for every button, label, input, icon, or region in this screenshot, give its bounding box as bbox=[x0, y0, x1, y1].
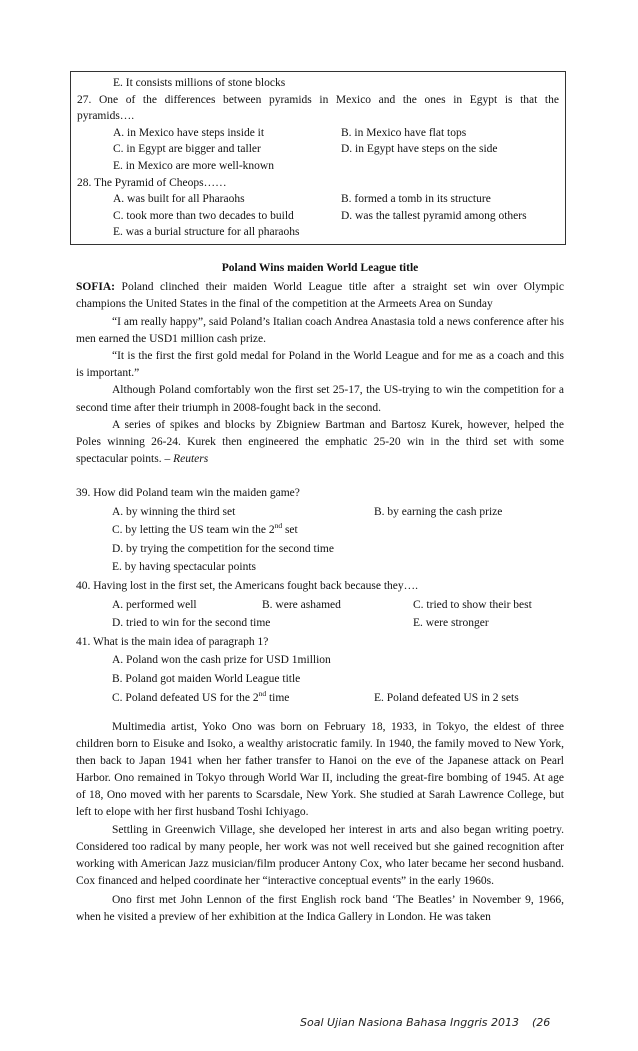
q41-option-e: E. Poland defeated US in 2 sets bbox=[374, 691, 519, 704]
article-paragraph-4: Although Poland comfortably won the first set 25-17, the US-trying to win the competition for a second time after their triumph in 2008-fought back in the second. bbox=[76, 384, 564, 414]
q39-options-ab bbox=[76, 503, 564, 522]
questions-39-41 bbox=[76, 484, 564, 707]
q28-options-cd bbox=[77, 208, 559, 225]
q40-options-abc bbox=[76, 596, 564, 615]
essay-paragraph-3: Ono first met John Lennon of the first English rock band ‘The Beatles’ in November 9, 1966, when he visited a preview of her exhibition at the Indica Gallery in London. He was taken bbox=[76, 894, 564, 923]
page-footer bbox=[300, 1016, 570, 1029]
q40-stem: 40. Having lost in the first set, the Americans fought back because they…. bbox=[76, 579, 419, 592]
question-box bbox=[70, 71, 566, 245]
q27-option-c: C. in Egypt are bigger and taller bbox=[113, 143, 261, 156]
q28-option-c: C. took more than two decades to build bbox=[113, 209, 294, 222]
yoko-ono-text bbox=[76, 719, 564, 928]
article-paragraph-2: “I am really happy”, said Poland’s Italian coach Andrea Anastasia told a news conference after his men earned the USD1 million cash prize. bbox=[76, 315, 564, 345]
q41-options-ce bbox=[76, 689, 564, 708]
q41-option-c bbox=[112, 689, 289, 708]
q41-option-c-tail: time bbox=[266, 691, 290, 704]
q28-options-ab bbox=[77, 191, 559, 208]
q39-option-b: B. by earning the cash prize bbox=[374, 505, 503, 518]
article-paragraph-3: “It is the first the first gold medal for Poland in the World League and for me as a coach and this is important.” bbox=[76, 350, 564, 380]
q41-option-c-text: C. Poland defeated US for the 2 bbox=[112, 691, 259, 704]
q40-option-a: A. performed well bbox=[112, 598, 197, 611]
q41-option-b: B. Poland got maiden World League title bbox=[112, 672, 301, 685]
q27-options-cd bbox=[77, 141, 559, 158]
q40-option-b: B. were ashamed bbox=[262, 598, 341, 611]
q39-option-c-text: C. by letting the US team win the 2 bbox=[112, 524, 275, 537]
q28-option-e: E. was a burial structure for all pharaohs bbox=[113, 226, 300, 239]
q39-option-c-sup: nd bbox=[274, 521, 283, 531]
q26-option-e: E. It consists millions of stone blocks bbox=[113, 77, 286, 89]
article-paragraph-5-text: A series of spikes and blocks by Zbigniew Bartman and Bartosz Kurek, however, helped the Poles winning 26-24. Kurek then engineered the emphatic 25-20 win in the third set with some spectacular points. – bbox=[76, 418, 564, 466]
q39-option-c bbox=[76, 521, 564, 540]
article-paragraph-1 bbox=[76, 279, 564, 313]
article-source: Reuters bbox=[173, 453, 209, 466]
article-paragraph-1-text: Poland clinched their maiden World League title after a straight set win over Olympic champions the United States in the final of the competition at the Armeets Area on Sunday bbox=[76, 281, 564, 311]
q39-option-a: A. by winning the third set bbox=[112, 505, 236, 518]
q27-options-ab bbox=[77, 125, 559, 142]
q28-option-b: B. formed a tomb in its structure bbox=[341, 193, 491, 206]
q28-option-a: A. was built for all Pharaohs bbox=[113, 193, 245, 206]
essay-paragraph-1: Multimedia artist, Yoko Ono was born on February 18, 1933, in Tokyo, the eldest of three children born to Eisuke and Isoko, a wealthy aristocratic family. In 1940, the family moved to New York, then back to Japan 1941 when her father transfer to Hanoi on the eve of the Japanese attack on Pearl Harbor. Ono remained in Tokyo through World War II, including the great-fire bombing of 1945. At age of 18, Ono moved with her parents to Scarsdale, New York. She studied at Sarah Lawrence College, but left to elope with her first husband Toshi Ichiyago. bbox=[76, 721, 564, 818]
q27-option-d: D. in Egypt have steps on the side bbox=[341, 143, 498, 156]
q28-option-d: D. was the tallest pyramid among others bbox=[341, 209, 527, 222]
q40-options-de bbox=[76, 614, 564, 633]
q41-option-a: A. Poland won the cash prize for USD 1million bbox=[112, 654, 331, 667]
q28-stem: 28. The Pyramid of Cheops…… bbox=[77, 176, 227, 189]
q39-option-d: D. by trying the competition for the second time bbox=[112, 542, 334, 555]
q39-stem: 39. How did Poland team win the maiden game? bbox=[76, 487, 300, 499]
q27-stem-line1: 27. One of the differences between pyramids in Mexico and the ones in Egypt is that the bbox=[77, 93, 559, 106]
article-title: Poland Wins maiden World League title bbox=[221, 262, 419, 274]
news-article bbox=[76, 260, 564, 468]
q40-option-c: C. tried to show their best bbox=[413, 598, 532, 611]
q27-option-a: A. in Mexico have steps inside it bbox=[113, 126, 265, 139]
q27-stem-line2: pyramids…. bbox=[77, 110, 135, 123]
q41-option-c-sup: nd bbox=[258, 688, 267, 698]
q39-option-e: E. by having spectacular points bbox=[112, 561, 257, 574]
page-number: (26 bbox=[532, 1016, 551, 1029]
q40-option-d: D. tried to win for the second time bbox=[112, 617, 271, 630]
q41-stem: 41. What is the main idea of paragraph 1? bbox=[76, 635, 269, 648]
q27-option-b: B. in Mexico have flat tops bbox=[341, 126, 467, 139]
q27-option-e: E. in Mexico are more well-known bbox=[113, 159, 274, 172]
essay-paragraph-2: Settling in Greenwich Village, she developed her interest in arts and also began writing poetry. Considered too radical by many people, her work was not well received but she gained recognition after working with American Jazz musician/film producer Antony Cox, who later became her second husband. Cox financed and helped coordinate her “interactive conceptual events” in the early 1960s. bbox=[76, 824, 564, 888]
article-paragraph-5 bbox=[76, 417, 564, 469]
footer-title: Soal Ujian Nasiona Bahasa Inggris 2013 bbox=[300, 1016, 520, 1029]
q40-option-e: E. were stronger bbox=[413, 617, 489, 630]
q39-option-c-tail: set bbox=[282, 524, 298, 537]
article-dateline: SOFIA: bbox=[76, 281, 115, 294]
